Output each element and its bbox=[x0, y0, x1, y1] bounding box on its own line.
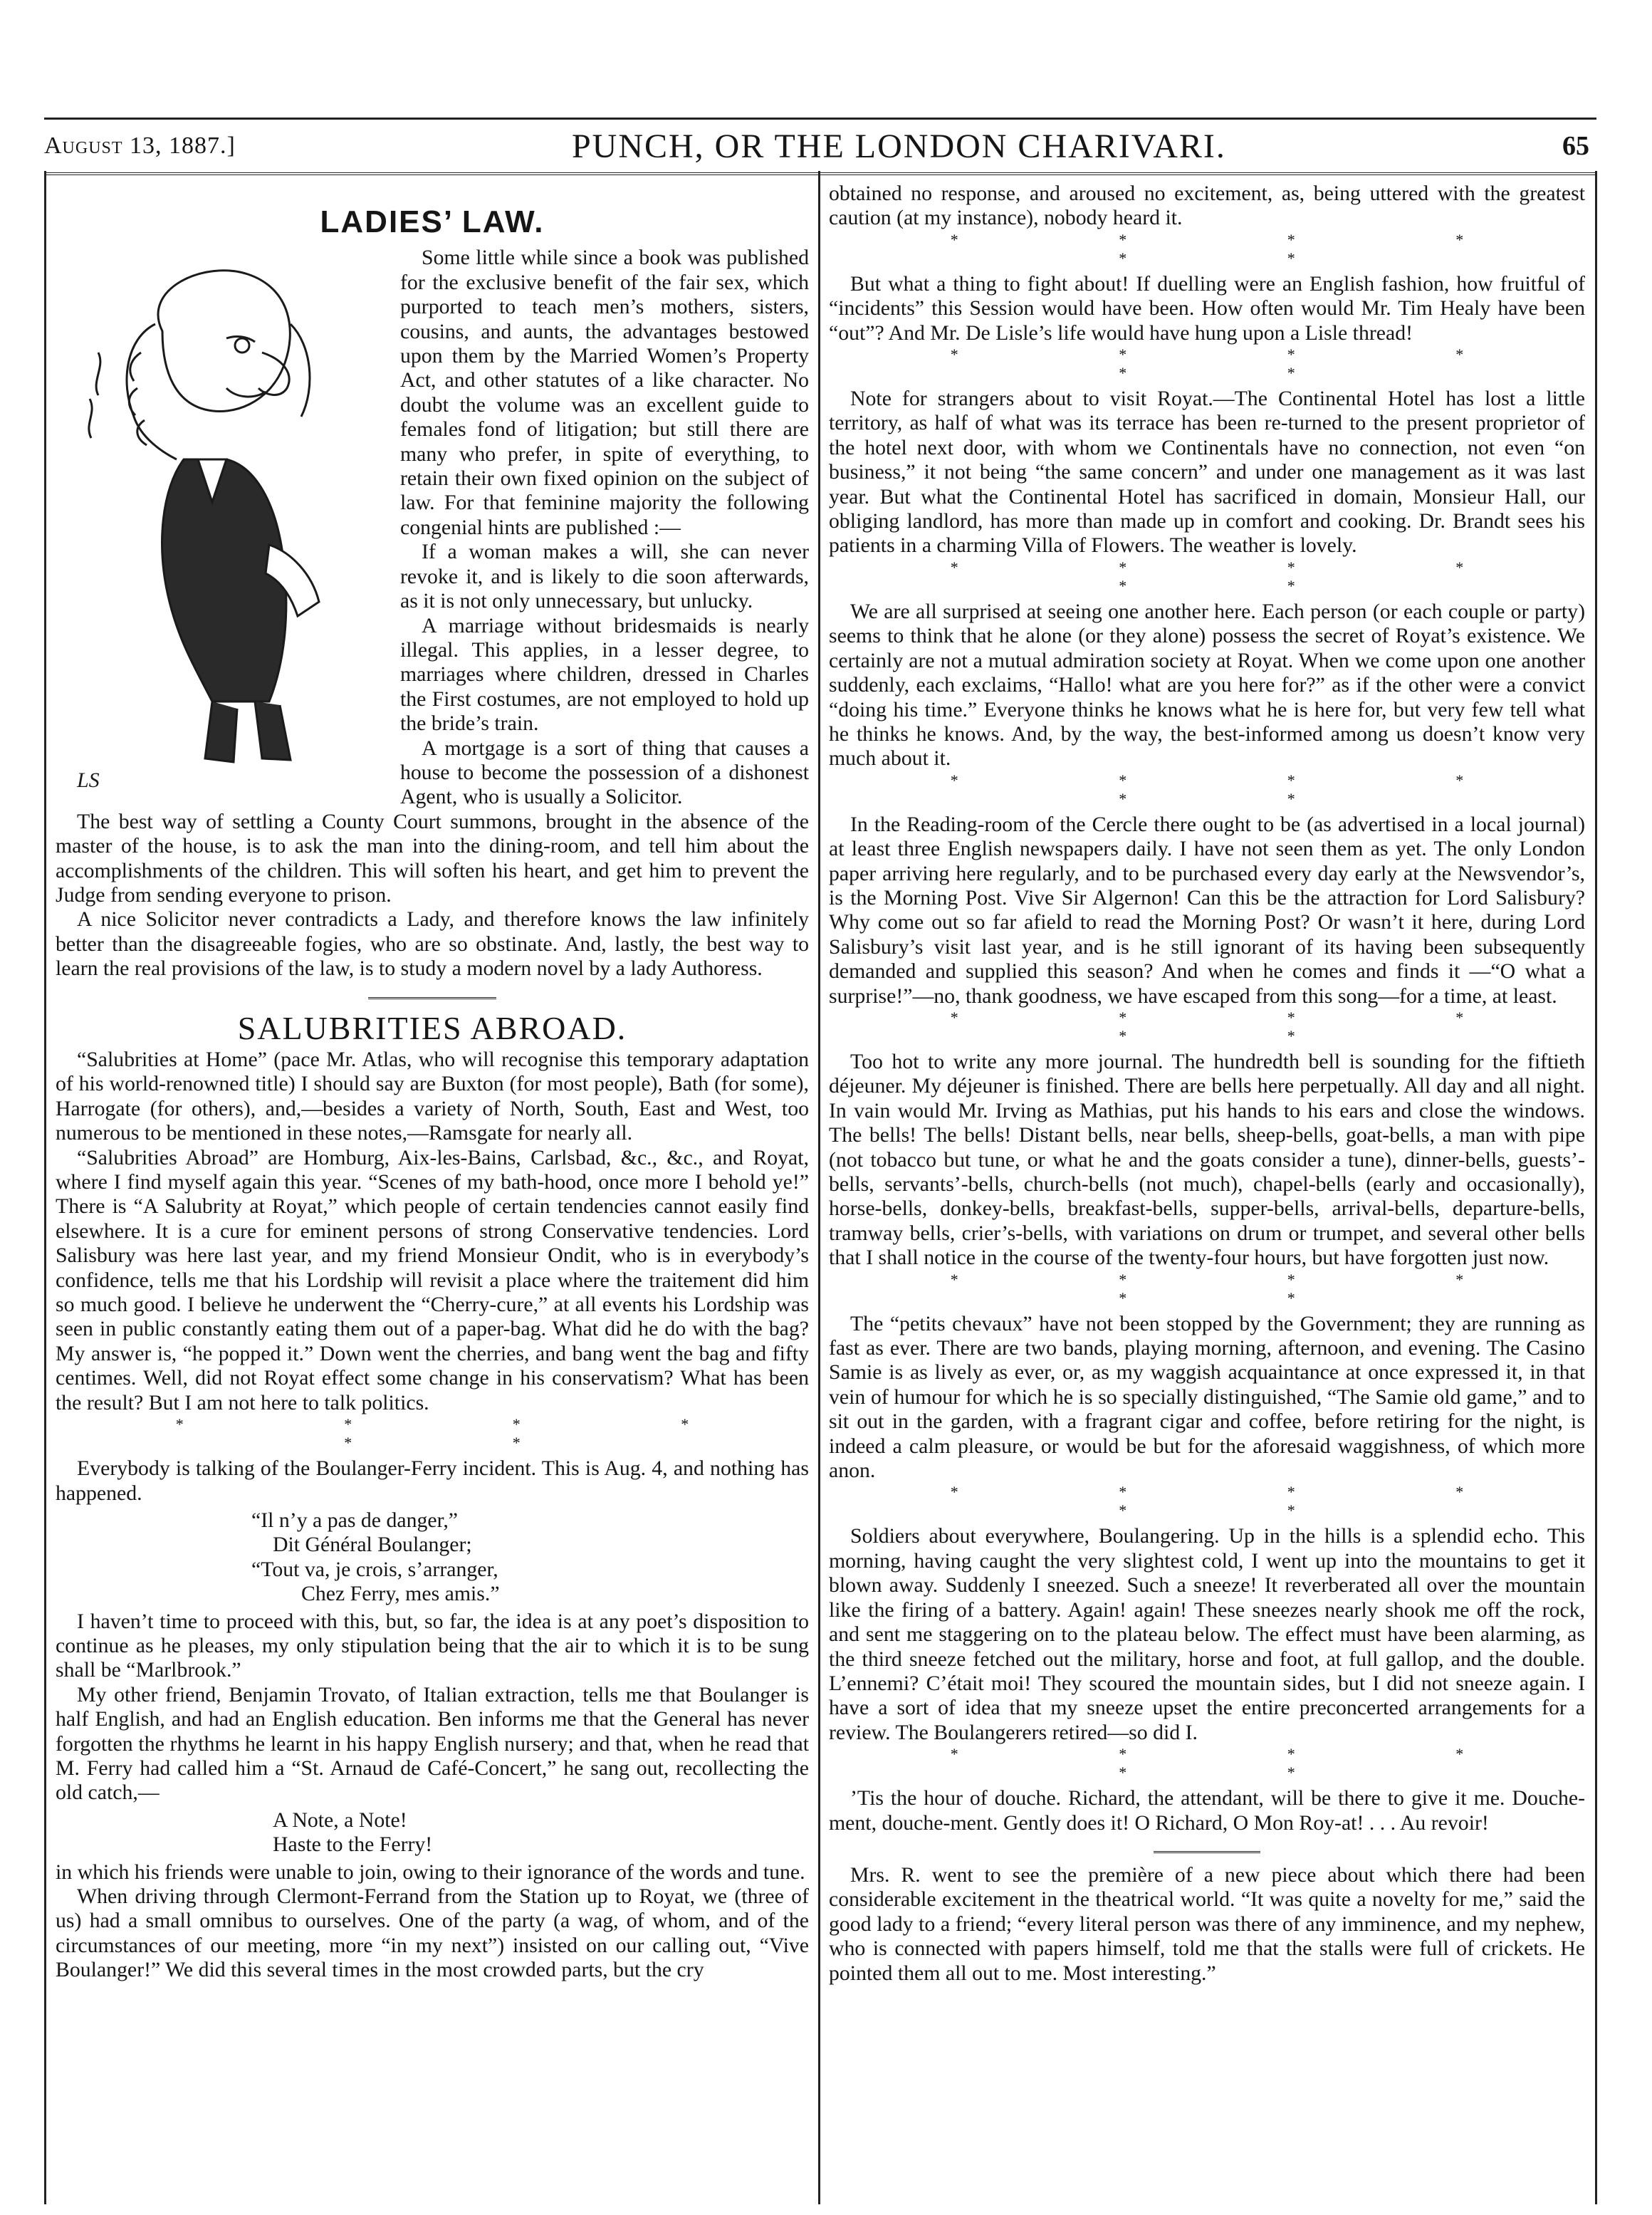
ladies-paragraph-1: Some little while since a book was published for the exclusive benefit of the fair sex, which purported to teach men’s mothers, sisters, cousins, and aunts, the advantages bestowed upon them by the Married Women’s Property Act, and other statutes of a like character. No doubt the volume was an excellent guide to females fond of litigation; but still there are many who prefer, in spite of everything, to retain their own fixed opinion on the subject of law. For that feminine majority the following congenial hints are published :— bbox=[400, 246, 809, 539]
issue-date: August 13, 1887.] bbox=[44, 132, 236, 159]
right-column bbox=[829, 182, 1585, 2201]
right-paragraph-hotel: Note for strangers about to visit Royat.—The Continental Hotel has lost a little territory, as half of what was its terrace has been re-turned to the present proprietor of the hotel next door, with whom we Continentals have no connection, not even “on business,” it not being “the same concern” and under one management as it was last year. But what the Continental Hotel has sacrificed in domain, Monsieur Hall, our obliging landlord, has more than made up in comfort and cooking. Dr. Brandt sees his patients in a charming Villa of Flowers. The weather is lovely. bbox=[829, 387, 1585, 558]
salubrities-paragraph-4: I haven’t time to proceed with this, but, so far, the idea is at any poet’s disposition to continue as he pleases, my only stipulation being that the air to which it is to be sung shall be “Marlbrook.” bbox=[56, 1609, 809, 1682]
salubrities-paragraph-5: My other friend, Benjamin Trovato, of Italian extraction, tells me that Boulanger is half English, and had an English education. Ben informs me that the General has never forgotten the rhythms he learnt in his happy English nursery; and that, when he read that M. Ferry had called him a “St. Arnaud de Café-Concert,” he sang out, recollecting the old catch,— bbox=[56, 1682, 809, 1805]
salubrities-paragraph-7: When driving through Clermont-Ferrand from the Station up to Royat, we (three of us) had a small omnibus to ourselves. One of the party (a wag, of whom, and of the circumstances of our meeting, more “in my next”) insisted on our calling out, “Vive Boulanger!” We did this several times in the most crowded parts, but the cry bbox=[56, 1885, 809, 1982]
verse-line: Haste to the Ferry! bbox=[273, 1833, 433, 1857]
section-stars: * * * * * * bbox=[950, 345, 1542, 382]
artist-signature: LS bbox=[77, 768, 100, 793]
right-paragraph-duelling: But what a thing to fight about! If duelling were an English fashion, how fruitful of “incidents” this Session would have been. How often would Mr. Tim Healy have been “out”? And Mr. De Lisle’s life would have hung upon a Lisle thread! bbox=[829, 271, 1585, 345]
salubrities-paragraph-6: in which his friends were unable to join, owing to their ignorance of the words and tune. bbox=[56, 1860, 805, 1884]
ladies-paragraph-3: A marriage without bridesmaids is nearly illegal. This applies, in a lesser degree, to marriages where children, dressed in Charles the First costumes, are not employed to hold up the bride’s train. bbox=[400, 613, 809, 736]
verse-line: A Note, a Note! bbox=[273, 1808, 407, 1832]
ladies-paragraph-2: If a woman makes a will, she can never revoke it, and is likely to die soon afterwards, as it is not only unnecessary, but unlucky. bbox=[400, 540, 809, 613]
page-number: 65 bbox=[1562, 131, 1589, 161]
salubrities-paragraph-3: Everybody is talking of the Boulanger-Ferry incident. This is Aug. 4, and nothing has happened. bbox=[56, 1456, 809, 1505]
page-header bbox=[44, 118, 1596, 175]
right-paragraph-reading-room: In the Reading-room of the Cercle there ought to be (as advertised in a local journal) at least three English newspapers daily. I have not seen them as yet. The only London paper arriving here regularly, and to be purchased every day early at the Newsvendor’s, is the Morning Post. Vive Sir Algernon! Can this be the attraction for Lord Salisbury? Why come out so far afield to read the Morning Post? Or wasn’t it here, during Lord Salisbury’s visit last year, and is he still ignorant of its having been subsequently demanded and supplied this season? And when he comes and finds it —“O what a surprise!”—no, thank goodness, we have escaped from this song—for a time, at least. bbox=[829, 812, 1585, 1008]
right-paragraph-soldiers: Soldiers about everywhere, Boulangering. Up in the hills is a splendid echo. This morning, having caught the very slightest cold, I went up into the mountains to get it blown away. Suddenly I sneezed. Such a sneeze! It reverberated all over the mountain like the firing of a battery. Again! again! These sneezes nearly shook me off the rock, and sent me staggering on to the plateau below. The effect must have been alarming, as the third sneeze fetched out the military, horse and foot, at full gallop, and the double. L’ennemi? C’était moi! They scoured the mountain sides, but I did not sneeze again. I have a sort of idea that my sneeze upset the entire preconcerted arrangements for a review. The Boulangerers retired—so did I. bbox=[829, 1524, 1585, 1744]
verse-line: Chez Ferry, mes amis.” bbox=[301, 1582, 500, 1606]
left-column bbox=[56, 182, 809, 2201]
right-paragraph-continued: obtained no response, and aroused no excitement, as, being uttered with the greatest caution (at my instance), nobody heard it. bbox=[829, 182, 1585, 230]
judge-caricature-illustration bbox=[56, 246, 390, 801]
section-stars: * * * * * * bbox=[950, 1745, 1542, 1782]
judge-nose bbox=[258, 353, 289, 395]
section-stars: * * * * * * bbox=[950, 1270, 1542, 1307]
right-paragraph-petits-chevaux: The “petits chevaux” have not been stopped by the Government; they are running as fast as ever. There are two bands, playing morning, afternoon, and evening. The Casino Samie is as lively as ever, or, as my waggish acquaintance at once expressed it, in that vein of humour for which he is so specially distinguished, “The Samie old game,” and to sit out in the garden, with a fragrant cigar and coffee, before retiring for the night, is indeed a calm pleasure, or would be but for the aforesaid waggishness, of which more anon. bbox=[829, 1311, 1585, 1483]
salubrities-paragraph-1: “Salubrities at Home” (pace Mr. Atlas, who will recognise this temporary adaptation of his world-renowned title) I should say are Buxton (for most people), Bath (for some), Harrogate (for others), and,—besides a variety of North, South, East and West, too numerous to be mentioned in these notes,—Ramsgate for nearly all. bbox=[56, 1048, 809, 1145]
verse-line: “Il n’y a pas de danger,” bbox=[251, 1508, 459, 1532]
left-frame-rule bbox=[44, 171, 46, 2204]
right-paragraph-douche: ’Tis the hour of douche. Richard, the attendant, will be there to give it me. Douche-ment, douche-ment. Gently does it! O Richard, O Mon Roy-at! . . . Au revoir! bbox=[829, 1786, 1585, 1835]
section-stars: * * * * * * bbox=[950, 1008, 1542, 1045]
right-paragraph-surprised: We are all surprised at seeing one another here. Each person (or each couple or party) seems to think that he alone (or they alone) possess the secret of Royat’s existence. We certainly are not a mutual admiration society at Royat. When we come upon one another suddenly, each exclaims, “Hallo! what are you here for?” as if the other were a convict “doing his time.” Everyone thinks he knows what he is here for, but very few tell what he thinks he knows. And, by the way, the best-informed among us doesn’t know very much about it. bbox=[829, 599, 1585, 771]
section-stars: * * * * * * bbox=[950, 1483, 1542, 1520]
ladies-paragraph-6: A nice Solicitor never contradicts a Lady, and therefore knows the law infinitely better than the disagreeable fogies, who are so obstinate. And, lastly, the best way to learn the real provisions of the law, is to study a modern novel by a lady Authoress. bbox=[56, 907, 809, 981]
verse-line: “Tout va, je crois, s’arranger, bbox=[251, 1557, 498, 1581]
masthead-title: PUNCH, OR THE LONDON CHARIVARI. bbox=[571, 127, 1226, 165]
section-stars: * * * * * * bbox=[950, 771, 1542, 808]
section-separator bbox=[368, 997, 496, 1004]
right-paragraph-premiere: Mrs. R. went to see the première of a new piece about which there had been considerable excitement in the theatrical world. “It was quite a novelty for me,” said the good lady to a friend; “every literal person was there of any imminence, and my nephew, who is connected with papers himself, told me that the stalls were full of crickets. He pointed them all out to me. Most interesting.” bbox=[829, 1862, 1585, 1985]
section-stars: * * * * * * bbox=[950, 230, 1542, 267]
salubrities-title: SALUBRITIES ABROAD. bbox=[237, 1009, 627, 1046]
ladies-paragraph-5: The best way of settling a County Court summons, brought in the absence of the master of the house, is to ask the man into the dining-room, and tell him about the accomplishments of the children. This will soften his heart, and get him to prevent the Judge from sending everyone to prison. bbox=[56, 809, 809, 907]
section-separator bbox=[1154, 1851, 1260, 1857]
verse-boulanger bbox=[56, 1508, 809, 1607]
section-stars: * * * * * * bbox=[950, 558, 1542, 595]
right-frame-rule bbox=[1595, 171, 1597, 2204]
column-divider bbox=[818, 171, 820, 2204]
verse-line: Dit Général Boulanger; bbox=[273, 1533, 472, 1557]
judge-robe bbox=[162, 459, 286, 702]
ladies-paragraph-4: A mortgage is a sort of thing that causes a house to become the possession of a dishonest Agent, who is usually a Solicitor. bbox=[400, 736, 809, 809]
ladies-law-title: LADIES’ LAW. bbox=[320, 204, 545, 239]
right-paragraph-bells: Too hot to write any more journal. The hundredth bell is sounding for the fiftieth déjeuner. My déjeuner is finished. There are bells here perpetually. All day and all night. In vain would Mr. Irving as Mathias, put his hands to his ears and close the windows. The bells! The bells! Distant bells, near bells, sheep-bells, goat-bells, a man with pipe (not tobacco but tune, or what he and the goats consider a tune), dinner-bells, guests’-bells, servants’-bells, church-bells (not much), chapel-bells (early and occasionally), horse-bells, donkey-bells, breakfast-bells, supper-bells, arrival-bells, departure-bells, tramway bells, crier’s-bells, with variations on drum or trumpet, and several other bells that I shall notice in the course of the twenty-four hours, but have forgotten just now. bbox=[829, 1049, 1585, 1270]
salubrities-paragraph-2: “Salubrities Abroad” are Homburg, Aix-les-Bains, Carlsbad, &c., &c., and Royat, where I find myself again this year. “Scenes of my bath-hood, once more I behold ye!” There is “A Salubrity at Royat,” which people of certain tendencies cannot easily find elsewhere. It is a cure for eminent persons of strong Conservative tendencies. Lord Salisbury was here last year, and my friend Monsieur Ondit, who is in everybody’s confidence, tells me that his Lordship will revisit a place where the traitement did him so much good. I believe he underwent the “Cherry-cure,” at all events his Lordship was seen in public constantly eating them out of a paper-bag. What did he do with the bag? My answer is, “he popped it.” Down went the cherries, and bang went the bag and fifty centimes. Well, did not Royat effect some change in his conservatism? What has been the result? But I am not here to talk politics. bbox=[56, 1145, 809, 1414]
judge-head bbox=[158, 271, 290, 412]
verse-ferry bbox=[56, 1808, 809, 1857]
section-stars: * * * * * * bbox=[175, 1415, 768, 1452]
